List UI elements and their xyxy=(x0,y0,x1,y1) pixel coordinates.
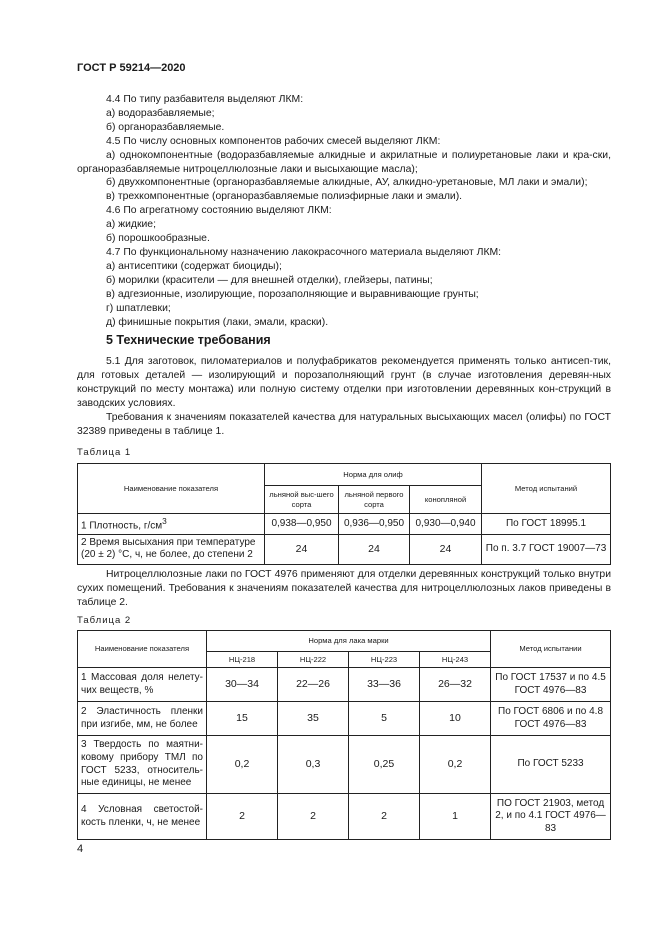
table1-cell: 24 xyxy=(339,534,410,564)
list-item: а) антисептики (содержат биоциды); xyxy=(106,260,282,272)
table1-header-method: Метод испытаний xyxy=(482,464,611,514)
table1-cell: 0,936—0,950 xyxy=(339,514,410,535)
table2-cell: 0,2 xyxy=(420,736,491,794)
table2-cell: 22—26 xyxy=(278,668,349,702)
table2-header-norm: Норма для лака марки xyxy=(207,631,491,652)
table2-intro xyxy=(77,568,611,610)
table1-cell-method: По ГОСТ 18995.1 xyxy=(482,514,611,535)
table1-cell: 24 xyxy=(410,534,482,564)
table1-cell: 24 xyxy=(265,534,339,564)
list-item: б) двухкомпонентные (органоразбавляемые алкидные, АУ, алкидно-уретановые, МЛ лаки и эмали); xyxy=(106,177,588,189)
table1-cell-name: 2 Время высыхания при температуре (20 ± 2) °С, ч, не более, до степени 2 xyxy=(78,534,265,564)
table2-cell: 2 xyxy=(349,794,420,840)
table-row xyxy=(78,794,611,840)
table2-header-indicator: Наименование показателя xyxy=(78,631,207,668)
list-item: 4.6 По агрегатному состоянию выделяют ЛКМ: xyxy=(106,205,332,217)
table1-cell-name: 1 Плотность, $г/см^3$ xyxy=(78,514,265,535)
table2-cell-name: 1 Массовая доля нелету-чих веществ, % xyxy=(78,668,207,702)
list-item: а) водоразбавляемые; xyxy=(106,107,215,119)
table-1 xyxy=(77,463,611,565)
paragraph-table1-intro: Требования к значениям показателей качества для натуральных высыхающих масел (олифы) по ГОСТ 32389 приведены в таблице 1. xyxy=(77,411,611,437)
table2-cell: 33—36 xyxy=(349,668,420,702)
table2-subheader: НЦ-218 xyxy=(207,652,278,668)
page-header: ГОСТ Р 59214—2020 xyxy=(77,62,186,74)
table2-cell: 30—34 xyxy=(207,668,278,702)
table2-cell: 15 xyxy=(207,702,278,736)
table1-subheader: льняной первого сорта xyxy=(339,486,410,514)
table2-subheader: НЦ-223 xyxy=(349,652,420,668)
table2-header-method: Метод испытании xyxy=(491,631,611,668)
list-item: в) трехкомпонентные (органоразбавляемые полиэфирные лаки и эмали). xyxy=(106,191,463,203)
table1-header-norm: Норма для олиф xyxy=(265,464,482,486)
table-row xyxy=(78,534,611,564)
table2-cell: 2 xyxy=(278,794,349,840)
table1-subheader: льняной выс-шего сорта xyxy=(265,486,339,514)
list-item: 4.4 По типу разбавителя выделяют ЛКМ: xyxy=(106,94,304,105)
list-item: б) порошкообразные. xyxy=(106,233,210,245)
table2-cell: 5 xyxy=(349,702,420,736)
table2-subheader: НЦ-222 xyxy=(278,652,349,668)
table1-cell: 0,930—0,940 xyxy=(410,514,482,535)
table2-cell: 10 xyxy=(420,702,491,736)
table2-cell: 1 xyxy=(420,794,491,840)
paragraph-5-1: 5.1 Для заготовок, пиломатериалов и полуфабрикатов рекомендуется применять только антисеп-тик, для готовых деталей — изолирующий и порозаполняющий грунт (в случае изготовления деревян-ных конструкций по месту монтажа) или полную систему отделки при изготовлении деревянных кон-струкций в заводских условиях. xyxy=(77,356,611,409)
table-row xyxy=(78,668,611,702)
table2-subheader: НЦ-243 xyxy=(420,652,491,668)
table1-cell: 0,938—0,950 xyxy=(265,514,339,535)
list-item: в) адгезионные, изолирующие, порозаполняющие и выравнивающие грунты; xyxy=(106,288,479,300)
list-item: б) органоразбавляемые. xyxy=(106,121,225,133)
table-row xyxy=(78,514,611,535)
table2-cell-method: По ГОСТ 17537 и по 4.5 ГОСТ 4976—83 xyxy=(491,668,611,702)
section-4-list xyxy=(77,93,611,329)
table2-caption: Таблица 2 xyxy=(77,615,132,626)
table2-cell-name: 2 Эластичность пленки при изгибе, мм, не более xyxy=(78,702,207,736)
table2-cell-name: 4 Условная светостой-кость пленки, ч, не менее xyxy=(78,794,207,840)
section-title: 5 Технические требования xyxy=(106,333,271,347)
table2-cell-method: По ГОСТ 6806 и по 4.8 ГОСТ 4976—83 xyxy=(491,702,611,736)
list-item: а) однокомпонентные (водоразбавляемые алкидные и акрилатные и полиуретановые лаки и кра-ски, органоразбавляемые нитроцеллюлозные лаки и высыхающие масла); xyxy=(77,149,611,175)
table2-cell: 26—32 xyxy=(420,668,491,702)
list-item: а) жидкие; xyxy=(106,219,156,231)
table2-cell: 0,3 xyxy=(278,736,349,794)
table2-cell-name: 3 Твердость по маятни-ковому прибору ТМЛ по ГОСТ 5233, относитель-ные единицы, не менее xyxy=(78,736,207,794)
table2-cell: 0,2 xyxy=(207,736,278,794)
table2-cell: 0,25 xyxy=(349,736,420,794)
list-item: д) финишные покрытия (лаки, эмали, краски). xyxy=(106,316,329,328)
table2-cell: 2 xyxy=(207,794,278,840)
table-row xyxy=(78,736,611,794)
table2-cell-method: По ГОСТ 5233 xyxy=(491,736,611,794)
table1-header-indicator: Наименование показателя xyxy=(78,464,265,514)
table1-cell-method: По п. 3.7 ГОСТ 19007—73 xyxy=(482,534,611,564)
list-item: б) морилки (красители — для внешней отделки), глейзеры, патины; xyxy=(106,274,433,286)
table1-subheader: конопляной xyxy=(410,486,482,514)
table2-cell: 35 xyxy=(278,702,349,736)
list-item: г) шпатлевки; xyxy=(106,302,171,314)
list-item: 4.7 По функциональному назначению лакокрасочного материала выделяют ЛКМ: xyxy=(106,246,502,258)
table1-caption: Таблица 1 xyxy=(77,447,132,458)
paragraph-table2-intro: Нитроцеллюлозные лаки по ГОСТ 4976 применяют для отделки деревянных конструкций только внутри сухих помещений. Требования к значениям показателей качества для нитроцеллюлозных лаков приведены в таблице 2. xyxy=(77,569,611,608)
page-number: 4 xyxy=(77,843,84,855)
table-2 xyxy=(77,630,611,840)
section-5-text xyxy=(77,355,611,438)
list-item: 4.5 По числу основных компонентов рабочих смесей выделяют ЛКМ: xyxy=(106,135,441,147)
superscript: 3 xyxy=(162,516,167,526)
table2-cell-method: ПО ГОСТ 21903, метод 2, и по 4.1 ГОСТ 4976—83 xyxy=(491,794,611,840)
table-row xyxy=(78,702,611,736)
